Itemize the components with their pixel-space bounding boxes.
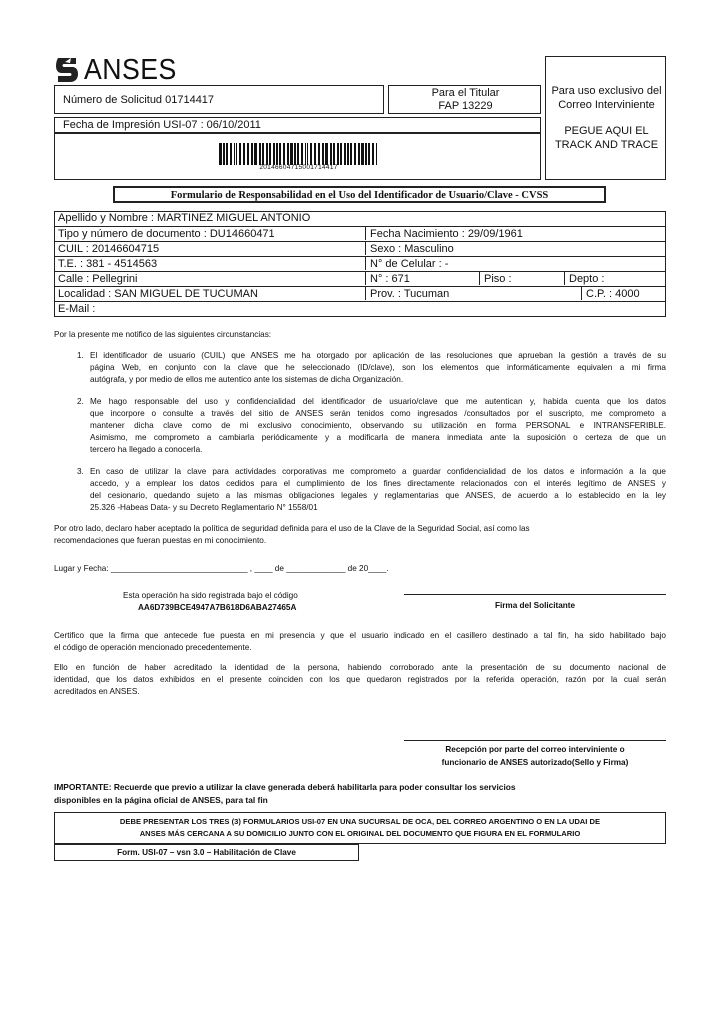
ello-line: acreditados en ANSES.: [54, 687, 140, 696]
barcode-bar: [344, 143, 346, 165]
barcode-bar: [297, 143, 299, 165]
certifico-line: Certifico que la firma que antecede fue puesta en mi presencia y que el usuario indicado en el casillero destinado a tal fin, ha sido habilitado bajo: [54, 631, 666, 640]
barcode-bar: [236, 143, 237, 165]
certifico-line: el código de operación mencionado precedentemente.: [54, 643, 252, 652]
barcode-box: [54, 133, 541, 180]
row-telefono: [54, 256, 666, 270]
row-localidad: [54, 286, 666, 300]
correo-exclusivo-line1: Para uso exclusivo del: [551, 85, 662, 97]
barcode-bar: [287, 143, 289, 165]
barcode-bar: [279, 143, 281, 165]
barcode-bar: [376, 143, 377, 165]
barcode-bar: [310, 143, 312, 165]
email-field: E-Mail :: [58, 303, 96, 315]
provincia-field: Prov. : Tucuman: [370, 288, 450, 300]
barcode-bar: [354, 143, 356, 165]
lugar-fecha: Lugar y Fecha: ______________________________ , ____ de _____________ de 20____.: [54, 564, 389, 573]
barcode-bar: [361, 143, 364, 165]
barcode-bar: [266, 143, 268, 165]
track-trace-line1: PEGUE AQUI EL: [564, 125, 649, 137]
barcode-bar: [333, 143, 335, 165]
solicitud-number: Número de Solicitud 01714417: [63, 94, 215, 106]
debe-presentar-line-2: ANSES MÁS CERCANA A SU DOMICILIO JUNTO CON EL ORIGINAL DEL DOCUMENTO QUE FIGURA EN EL FORMULARIO: [139, 829, 581, 838]
form-title: Formulario de Responsabilidad en el Uso del Identificador de Usuario/Clave - CVSS: [170, 190, 549, 201]
politica-line: Por otro lado, declaro haber aceptado la política de seguridad definida para el uso de la Clave de la Seguridad Social, así como las: [54, 524, 530, 533]
barcode-bar: [223, 143, 225, 165]
barcode-bar: [226, 143, 228, 165]
barcode-number: 20146604715001714417: [259, 164, 338, 171]
correo-exclusivo-line2: Correo Interviniente: [558, 99, 655, 111]
barcode-bar: [290, 143, 293, 165]
intro-text: Por la presente me notifico de las siguientes circunstancias:: [54, 330, 272, 339]
numero-field: N° : 671: [370, 273, 410, 285]
correo-exclusivo-box: [545, 56, 666, 180]
documento-field: Tipo y número de documento : DU14660471: [58, 228, 275, 240]
barcode-bar: [243, 143, 245, 165]
calle-field: Calle : Pellegrini: [58, 273, 138, 285]
debe-presentar-box: [54, 812, 666, 844]
row-cuil: [54, 241, 666, 255]
item-2-line: mantener dicha clave como de mi exclusivo conocimiento, observando su utilización en forma PERSONAL e INTRANSFERIBLE.: [90, 421, 666, 430]
barcode-bar: [307, 143, 308, 165]
ello-line: Ello en función de haber acreditado la identidad de la persona, habiendo corroborado ante la presentación de su documento nacional de: [54, 663, 666, 672]
row-calle: [54, 271, 666, 285]
barcode-bar: [318, 143, 320, 165]
item-1-line: autógrafa, y por medio de ellos me autentico ante los sistemas de dicha Organización.: [90, 375, 404, 384]
barcode-bar: [347, 143, 349, 165]
barcode-bar: [294, 143, 296, 165]
barcode-bar: [350, 143, 352, 165]
cuil-field: CUIL : 20146604715: [58, 243, 160, 255]
barcode-graphic: [219, 143, 379, 165]
barcode-bar: [305, 143, 306, 165]
importante-line-2: disponibles en la página oficial de ANSES, para tal fin: [54, 795, 268, 805]
item-2-line: Me hago responsable del uso y confidencialidad del identificador de usuario/clave que me autentican y, habida cuenta que los datos: [90, 397, 666, 406]
barcode-bar: [322, 143, 324, 165]
barcode-bar: [219, 143, 222, 165]
operacion-label: Esta operación ha sido registrada bajo el código: [123, 591, 298, 600]
barcode-bar: [283, 143, 285, 165]
fecha-impresion: Fecha de Impresión USI-07 : 06/10/2011: [63, 119, 261, 131]
row-email: [54, 301, 666, 315]
ello-line: identidad, que los datos exhibidos en el presente coinciden con los que quedaron registrados por la referida operación, razón por la cual serán: [54, 675, 666, 684]
item-2-line: tercero ha llegado a conocerla.: [90, 445, 203, 454]
item-3-number: 3.: [77, 467, 84, 476]
telefono-field: T.E. : 381 - 4514563: [58, 258, 158, 270]
barcode-bar: [239, 143, 241, 165]
politica-line: recomendaciones que fueran puestas en mi conocimiento.: [54, 536, 267, 545]
firma-solicitante: Firma del Solicitante: [494, 601, 576, 610]
recepcion-line: [404, 740, 666, 741]
row-documento: [54, 226, 666, 240]
item-3-line: En caso de utilizar la clave para actividades corporativas me comprometo a guardar confidencialidad de los datos e información a la que: [90, 467, 666, 476]
titular-fap: FAP 13229: [438, 100, 493, 112]
localidad-field: Localidad : SAN MIGUEL DE TUCUMAN: [58, 288, 258, 300]
debe-presentar-line-1: DEBE PRESENTAR LOS TRES (3) FORMULARIOS USI-07 EN UNA SUCURSAL DE OCA, DEL CORREO ARGENTINO O EN LA UDAI DE: [119, 817, 601, 826]
barcode-bar: [314, 143, 316, 165]
titular-label: Para el Titular: [431, 87, 500, 99]
barcode-bar: [372, 143, 374, 165]
item-1-line: página Web, en conjunto con la clave que he seleccionado (ID/clave), son los elementos que informáticamente equivalen a mi firma: [90, 363, 666, 372]
barcode-bar: [247, 143, 249, 165]
barcode-bar: [262, 143, 264, 165]
barcode-bar: [254, 143, 257, 165]
anses-logo-icon: [54, 56, 80, 84]
barcode-bar: [337, 143, 339, 165]
item-2-line: Asimismo, me comprometo a cambiarla periódicamente y a modificarla de manera inmediata ante la suposición o certeza de que un: [90, 433, 666, 442]
importante-line-1: IMPORTANTE: Recuerde que previo a utilizar la clave generada deberá habilitarla para poder consultar los servicios: [54, 782, 516, 792]
nombre-field: Apellido y Nombre : MARTINEZ MIGUEL ANTONIO: [58, 212, 311, 224]
operacion-codigo: AA6D739BCE4947A7B618D6ABA27465A: [138, 603, 297, 612]
barcode-bar: [358, 143, 360, 165]
form-title-box: [113, 186, 606, 203]
anses-logo-text: ANSES: [84, 54, 177, 86]
item-1-line: El identificador de usuario (CUIL) que ANSES me ha otorgado por aplicación de las resoluciones que aprueban la gestión a través de su: [90, 351, 666, 360]
form-version: Form. USI-07 – vsn 3.0 – Habilitación de Clave: [117, 848, 296, 857]
barcode-bar: [325, 143, 328, 165]
barcode-bar: [234, 143, 235, 165]
barcode-bar: [251, 143, 253, 165]
recepcion-label-1: Recepción por parte del correo interviniente o: [445, 745, 625, 754]
sexo-field: Sexo : Masculino: [370, 243, 454, 255]
form-version-box: [54, 844, 359, 861]
barcode-bar: [301, 143, 303, 165]
recepcion-label-2: funcionario de ANSES autorizado(Sello y Firma): [441, 758, 629, 767]
barcode-bar: [330, 143, 332, 165]
barcode-bar: [230, 143, 232, 165]
item-3-line: 25.326 -Habeas Data- y su Decreto Reglamentario N° 1558/01: [90, 503, 318, 512]
barcode-bar: [273, 143, 275, 165]
item-2-number: 2.: [77, 397, 84, 406]
track-trace-line2: TRACK AND TRACE: [554, 139, 659, 151]
barcode-bar: [340, 143, 342, 165]
item-2-line: que incorpore o consulte a través del sitio de ANSES serán tenidos como ingresados /consultados por el suscripto, me comprometo a: [90, 409, 666, 418]
depto-field: Depto :: [569, 273, 605, 285]
impresion-box: [54, 117, 541, 133]
anses-logo: [54, 55, 179, 85]
row-nombre: [54, 211, 666, 225]
cp-field: C.P. : 4000: [586, 288, 640, 300]
solicitud-box: [54, 85, 384, 114]
titular-box: [388, 85, 541, 114]
barcode-bar: [276, 143, 278, 165]
barcode-bar: [259, 143, 261, 165]
barcode-bar: [365, 143, 367, 165]
item-1-number: 1.: [77, 351, 84, 360]
item-3-line: accedo, y a emplear los datos cedidos para el cumplimiento de los fines directamente relacionados con el interés legítimo de ANSES y: [90, 479, 666, 488]
celular-field: N° de Celular : -: [370, 258, 449, 270]
barcode-bar: [368, 143, 370, 165]
nacimiento-field: Fecha Nacimiento : 29/09/1961: [370, 228, 523, 240]
firma-line: [404, 594, 666, 595]
barcode-bar: [269, 143, 271, 165]
item-3-line: del cesionario, quedando sujeto a las mismas obligaciones legales y reglamentarias que ANSES, de acuerdo a lo establecido en la ley: [90, 491, 666, 500]
piso-field: Piso :: [484, 273, 512, 285]
